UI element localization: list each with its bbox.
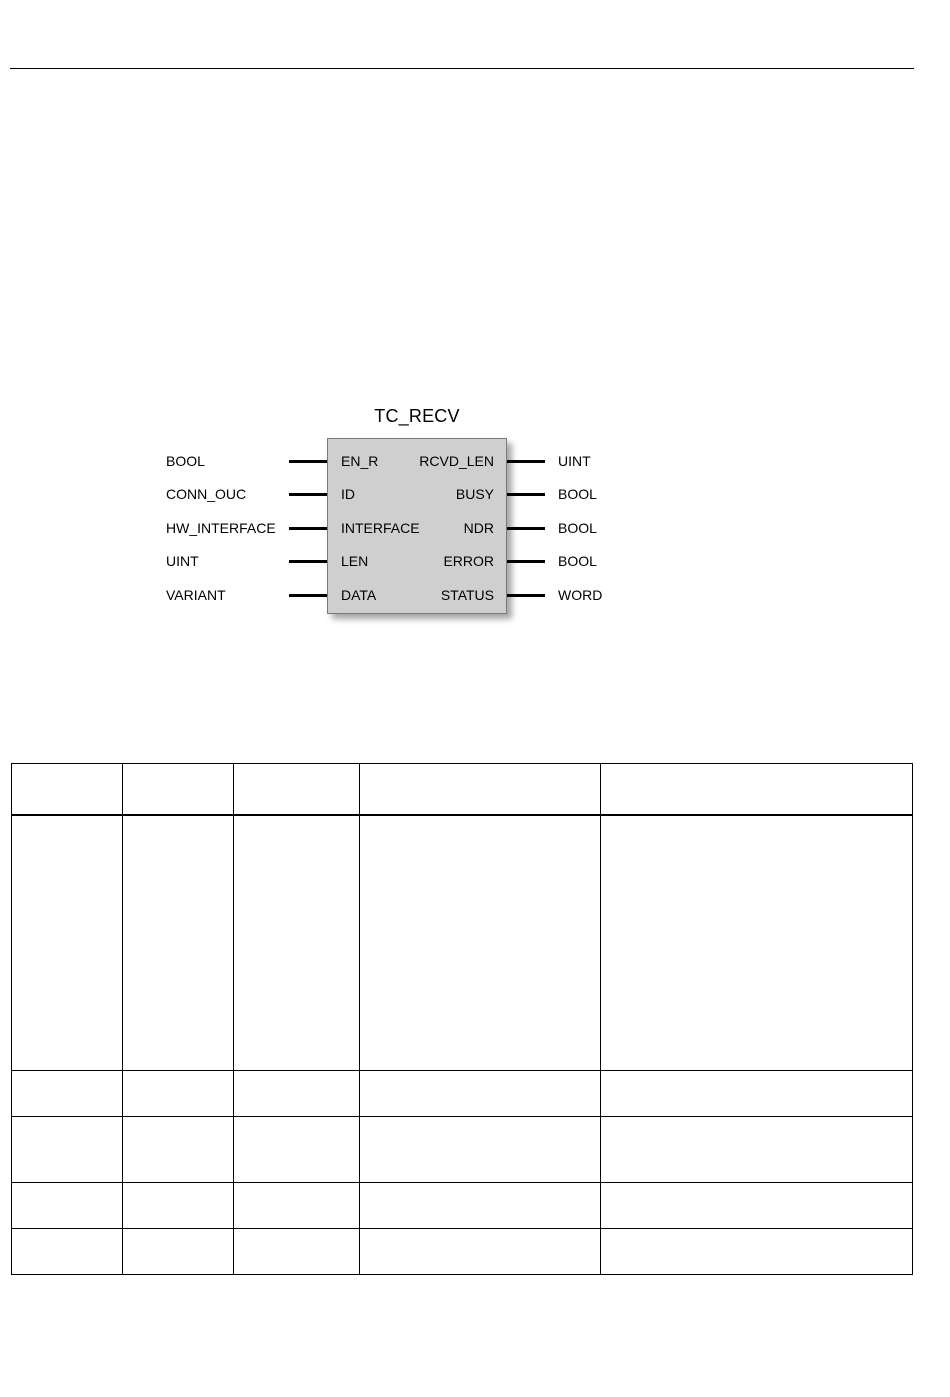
output-wire bbox=[507, 594, 545, 597]
block-title: TC_RECV bbox=[374, 406, 460, 426]
table-cell bbox=[601, 1116, 913, 1182]
pin-row-1 bbox=[0, 451, 950, 471]
input-wire bbox=[289, 594, 327, 597]
output-type-label: BOOL bbox=[558, 486, 597, 502]
table-row bbox=[12, 1228, 913, 1274]
table-cell bbox=[601, 1070, 913, 1116]
output-pin-label: ERROR bbox=[443, 553, 494, 569]
table-row bbox=[12, 815, 913, 1070]
input-type-label: UINT bbox=[166, 553, 199, 569]
table-row bbox=[12, 1116, 913, 1182]
output-wire bbox=[507, 493, 545, 496]
table-cell bbox=[234, 1228, 360, 1274]
table-cell bbox=[234, 1116, 360, 1182]
parameter-table bbox=[11, 763, 913, 1275]
table-header-cell bbox=[123, 764, 234, 816]
table-cell bbox=[234, 1182, 360, 1228]
output-pin-label: STATUS bbox=[440, 587, 494, 603]
output-type-label: WORD bbox=[558, 587, 603, 603]
table-cell bbox=[12, 1182, 123, 1228]
pin-row-4 bbox=[0, 551, 950, 571]
pin-row-5 bbox=[0, 585, 950, 605]
output-type-label: BOOL bbox=[558, 553, 597, 569]
table-cell bbox=[123, 815, 234, 1070]
table-cell bbox=[360, 1116, 601, 1182]
input-wire bbox=[289, 560, 327, 563]
table-cell bbox=[601, 815, 913, 1070]
table-cell bbox=[360, 1228, 601, 1274]
input-pin-label: LEN bbox=[341, 553, 369, 569]
output-type-label: UINT bbox=[558, 453, 591, 469]
table-header-cell bbox=[360, 764, 601, 816]
table-header-row bbox=[12, 764, 913, 816]
input-type-label: VARIANT bbox=[166, 587, 226, 603]
table-cell bbox=[12, 815, 123, 1070]
table-cell bbox=[12, 1116, 123, 1182]
output-wire bbox=[507, 527, 545, 530]
table-cell bbox=[601, 1182, 913, 1228]
output-wire bbox=[507, 560, 545, 563]
input-pin-label: EN_R bbox=[341, 453, 379, 469]
input-pin-label: DATA bbox=[341, 587, 377, 603]
table-cell bbox=[12, 1228, 123, 1274]
input-type-label: HW_INTERFACE bbox=[166, 520, 276, 536]
table-cell bbox=[234, 815, 360, 1070]
table-cell bbox=[360, 815, 601, 1070]
table-cell bbox=[123, 1182, 234, 1228]
table-cell bbox=[360, 1070, 601, 1116]
table-cell bbox=[123, 1070, 234, 1116]
table-header-cell bbox=[601, 764, 913, 816]
output-wire bbox=[507, 460, 545, 463]
output-pin-label: RCVD_LEN bbox=[419, 453, 494, 469]
table-cell bbox=[123, 1116, 234, 1182]
input-pin-label: INTERFACE bbox=[341, 520, 420, 536]
table-header-cell bbox=[234, 764, 360, 816]
table-cell bbox=[601, 1228, 913, 1274]
input-wire bbox=[289, 527, 327, 530]
pin-row-2 bbox=[0, 484, 950, 504]
output-pin-label: NDR bbox=[463, 520, 494, 536]
input-wire bbox=[289, 493, 327, 496]
table-cell bbox=[123, 1228, 234, 1274]
input-type-label: BOOL bbox=[166, 453, 205, 469]
table-cell bbox=[12, 1070, 123, 1116]
output-type-label: BOOL bbox=[558, 520, 597, 536]
table-row bbox=[12, 1070, 913, 1116]
output-pin-label: BUSY bbox=[455, 486, 494, 502]
input-pin-label: ID bbox=[341, 486, 355, 502]
table-cell bbox=[360, 1182, 601, 1228]
pin-row-3 bbox=[0, 518, 950, 538]
input-wire bbox=[289, 460, 327, 463]
table-cell bbox=[234, 1070, 360, 1116]
table-header-cell bbox=[12, 764, 123, 816]
table-row bbox=[12, 1182, 913, 1228]
input-type-label: CONN_OUC bbox=[166, 486, 247, 502]
